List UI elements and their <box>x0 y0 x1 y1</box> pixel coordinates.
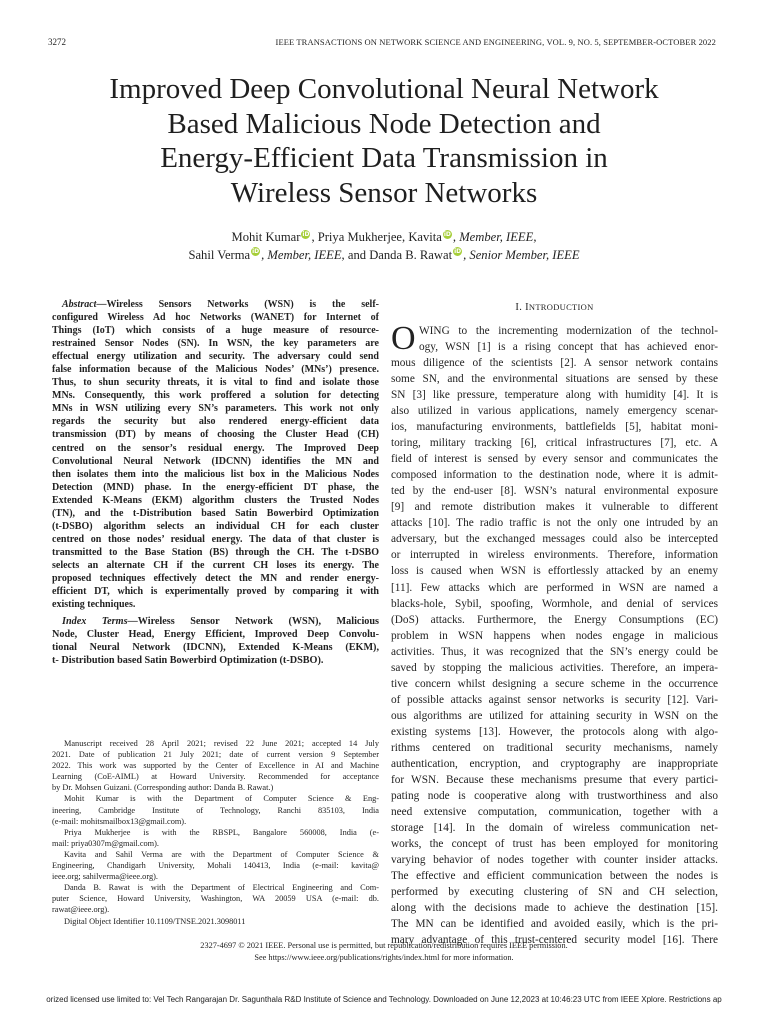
abstract-line: MNs in WSN utilizing every SN’s parameters. This work not only <box>52 403 379 415</box>
page-number: 3272 <box>48 37 66 47</box>
footnote-line: mail: priya0307m@gmail.com). <box>52 838 159 848</box>
body-line: activities. Thus, it was recognized that the SN’s energy could be <box>391 645 718 658</box>
right-column <box>391 298 718 948</box>
author-name: and Danda B. Rawat <box>344 247 453 262</box>
author-names: , Priya Mukherjee, Kavita <box>311 230 442 244</box>
footnote-line: ieee.org; sahilverma@ieee.org). <box>52 872 158 882</box>
body-line: storage [14]. In the domain of wireless communication net- <box>391 821 718 834</box>
abstract-line: Abstract—Wireless Sensors Networks (WSN) is the self- <box>62 299 379 310</box>
intro-opening <box>391 320 718 357</box>
paper-title <box>40 72 728 210</box>
author-membership: , Member, IEEE, <box>452 230 537 244</box>
body-line: need extensive computation, communication, together with a <box>391 805 718 818</box>
body-line: pating node is cooperative along with trustworthiness and also <box>391 789 718 802</box>
body-line: field of interest is sensed by every sensor and communicates the <box>391 453 718 466</box>
footnote-line: Kavita and Sahil Verma are with the Department of Computer Science & <box>64 849 379 859</box>
title-line: Wireless Sensor Networks <box>230 176 538 209</box>
body-line: for WSN. Because these mechanisms presume that every partici- <box>391 773 718 786</box>
abstract-line: then isolates them into the malicious list box in the Malicious Nodes <box>52 468 379 480</box>
footnote-line: Engineering, Chandigarh University, Mohali 140413, India (e-mail: kavita@ <box>52 861 379 871</box>
body-line: rithms centered on traditional security mechanisms, namely <box>391 741 718 754</box>
abstract-line: false information because of the Malicious Nodes’ (MNs’) presence. <box>52 364 379 376</box>
abstract-line: Thus, to shun security threats, it is vital to find and isolate those <box>52 377 379 389</box>
abstract-line: selects an alternate CH if the current CH loses its energy. The <box>52 559 379 571</box>
body-line: works, the concept of trust has been employed for monitoring <box>391 838 718 851</box>
body-line: The MN can be identified and avoided easily, which is the pri- <box>391 918 718 931</box>
orcid-icon[interactable]: iD <box>252 248 260 256</box>
index-terms-line: t- Distribution based Satin Bowerbird Optimization (t-DSBO). <box>52 655 324 667</box>
footnote-line: Manuscript received 28 April 2021; revised 22 June 2021; accepted 14 July <box>64 739 379 748</box>
footnote-line: by Dr. Mohsen Guizani. (Corresponding author: Danda B. Rawat.) <box>52 783 274 793</box>
footnote-line: 2021. Date of publication 21 July 2021; date of current version 9 September <box>52 750 379 760</box>
author-list <box>60 229 708 264</box>
index-terms-line: Index Terms—Wireless Sensor Network (WSN), Malicious <box>62 616 379 628</box>
author-membership: , Senior Member, IEEE <box>463 247 580 262</box>
author-name: Mohit Kumar <box>231 230 301 244</box>
orcid-icon[interactable]: iD <box>443 230 451 238</box>
body-line: loss is caused when WSN is effortlessly attacked by an enemy <box>391 565 718 578</box>
footnote-line: Learning (CoE-AIML) at Howard University. Recommended for acceptance <box>52 772 379 782</box>
orcid-icon[interactable]: iD <box>302 230 310 238</box>
footnotes <box>52 738 379 927</box>
abstract-line: proposed techniques effectively detect the MN and render energy- <box>52 572 379 584</box>
index-terms-line: Node, Cluster Head, Energy Efficient, Improved Deep Convolu- <box>52 629 379 641</box>
license-banner: orized licensed use limited to: Vel Tech Rangarajan Dr. Sagunthala R&D Institute of Science and Technology. Downloaded on June 12,2023 at 10:46:23 UTC from IEEE Xplore. Restrictions ap <box>46 995 722 1004</box>
footnote-line: Danda B. Rawat is with the Department of Electrical Engineering and Com- <box>64 883 379 893</box>
footnote-line: (e-mail: mohitsmailbox13@gmail.com). <box>52 816 187 826</box>
body-line: ios, manufacturing environments, battlefields [5], habitat moni- <box>391 421 718 434</box>
abstract-line: configured Wireless Ad hoc Networks (WANET) for Internet of <box>52 312 379 324</box>
body-line: ous algorithms are utilized for attaining security in WSN on the <box>391 709 718 722</box>
body-line: [11]. Few attacks which are performed in WSN are named a <box>391 581 718 594</box>
body-line: also utilized in various applications, namely emergency scenar- <box>391 405 718 418</box>
copyright-link-line[interactable]: See https://www.ieee.org/publications/rights/index.html for more information. <box>254 953 514 962</box>
copyright-line: 2327-4697 © 2021 IEEE. Personal use is permitted, but republication/redistribution requires IEEE permission. <box>200 941 568 950</box>
copyright-notice <box>52 940 716 964</box>
body-line: SN [3] like pressure, temperature along with humidity [4]. It is <box>391 389 718 402</box>
footnote-line: Mohit Kumar is with the Department of Computer Science & Eng- <box>64 794 379 804</box>
body-line: saved by stopping the malicious activities. Therefore, an impera- <box>391 661 718 674</box>
abstract-line: Extended K-Means (EKM) algorithm clusters the Trusted Nodes <box>52 494 379 506</box>
body-line: problem in WSN happens when nodes engage in malicious <box>391 629 718 642</box>
index-terms-line: tional Neural Network (IDCNN), Extended K-Means (EKM), <box>52 642 379 654</box>
body-line: some SN, and the environmental situations are sensed by these <box>391 373 718 386</box>
abstract-line: regards the security but also rendered energy-efficient data <box>52 416 379 428</box>
body-line: varying behavior of nodes together with counter insider attacks. <box>391 854 718 867</box>
body-line: of possible attacks against sensor networks is security [12]. Vari- <box>391 693 718 706</box>
abstract-line: Things (IoT) which consists of a huge measure of resource- <box>52 325 379 337</box>
section-heading: I. INTRODUCTION <box>515 302 594 313</box>
abstract-line: MNs. Consequently, this work proffered a solution for detecting <box>52 390 379 402</box>
left-column <box>52 298 379 667</box>
body-line: attacks [10]. The radio traffic is not the only one intruded by an <box>391 517 718 530</box>
orcid-icon[interactable]: iD <box>454 248 462 256</box>
author-membership: , Member, IEEE, <box>261 247 345 262</box>
abstract <box>52 298 379 611</box>
footnote-line: ineering, Cambridge Institute of Technology, Ranchi 835103, India <box>52 805 379 815</box>
abstract-label: Abstract <box>62 299 97 310</box>
abstract-line: Convolutional Neural Network (IDCNN) identifies the MN and <box>52 455 379 467</box>
abstract-line: efficient DT, which is experimentally proved by comparing it with <box>52 586 379 598</box>
body-line: toring, military tracking [6], critical infrastructures [7], etc. A <box>391 437 718 450</box>
footnote-line: 2022. This work was supported by the Center of Excellence in AI and Machine <box>52 761 379 771</box>
abstract-line: transmitted to the Base Station (BS) through the CH. The t-DSBO <box>52 546 379 558</box>
running-head: IEEE TRANSACTIONS ON NETWORK SCIENCE AND ENGINEERING, VOL. 9, NO. 5, SEPTEMBER-OCTOBER 2022 <box>275 37 716 47</box>
body-line: WING to the incrementing modernization of the technol- <box>419 325 718 337</box>
body-line: composed information to the destination node, where it is admit- <box>391 469 718 482</box>
abstract-line: centred on the sensor’s residual energy. The Improved Deep <box>52 442 379 454</box>
body-line: blacks-hole, Sybil, spoofing, Wormhole, and denial of services <box>391 597 718 610</box>
footnote-line: Priya Mukherjee is with the RBSPL, Bangalore 560008, India (e- <box>64 827 379 837</box>
abstract-line: restrained Sensor Nodes (SN). In WSN, the key parameters are <box>52 338 379 350</box>
title-line: Energy-Efficient Data Transmission in <box>160 142 608 174</box>
body-line: or interrupted in wireless environments. Therefore, information <box>391 549 718 562</box>
index-terms-label: Index Terms <box>62 616 128 628</box>
abstract-line: (TN), and the t-Distribution based Satin Bowerbird Optimization <box>52 507 379 519</box>
title-line: Improved Deep Convolutional Neural Network <box>109 73 659 105</box>
abstract-line: transmission (DT) by means of choosing the Cluster Head (CH) <box>52 429 379 441</box>
body-line: [9] and remote distribution makes it vulnerable to different <box>391 501 718 514</box>
title-line: Based Malicious Node Detection and <box>167 107 601 140</box>
body-line: mary advantage of this trust-centered security model [16]. There <box>391 934 718 947</box>
body-line: ted by the end-user [8]. WSN’s natural environmental exposure <box>391 485 718 498</box>
abstract-line: centred on those nodes’ residual energy. The data of that cluster is <box>52 533 379 545</box>
body-line: existing systems [13]. However, the protocols along with algo- <box>391 725 718 738</box>
footnote-line: rawat@ieee.org). <box>52 905 110 915</box>
index-terms <box>52 615 379 667</box>
body-line: (DoS) attacks. Furthermore, the Energy Consumptions (EC) <box>391 613 718 626</box>
author-line-1 <box>60 229 708 247</box>
dropcap: O <box>391 320 416 357</box>
abstract-line: (t-DSBO) algorithm selects an individual CH for each cluster <box>52 520 379 532</box>
body-line: mous diligence of the scientists [2]. A sensor network contains <box>391 357 718 370</box>
abstract-line: effectual energy utilization and security. The adversary could send <box>52 351 379 363</box>
footnote-line: puter Science, Howard University, Washington, WA 20059 USA (e-mail: db. <box>52 894 379 904</box>
abstract-line: Detection (MND) phase. In the energy-efficient DT phase, the <box>52 481 379 493</box>
body-line: The effective and efficient communication between the nodes is <box>391 870 718 883</box>
body-line: performed by executing clustering of SN and CH selection, <box>391 886 718 899</box>
author-line-2 <box>60 247 708 265</box>
body-line: ogy, WSN [1] is a rising concept that has achieved enor- <box>419 341 718 354</box>
body-line: along with the decisions made to achieve the destination [15]. <box>391 902 718 915</box>
body-line: authentication, encryption, and cryptography are inappropriate <box>391 757 718 770</box>
doi-line: Digital Object Identifier 10.1109/TNSE.2021.3098011 <box>64 916 246 926</box>
introduction-body <box>391 320 718 948</box>
body-line: adversary, but the exchanged messages could also be intercepted <box>391 533 718 546</box>
author-name: Sahil Verma <box>188 247 251 262</box>
abstract-line: existing techniques. <box>52 599 136 611</box>
body-line: tive concern whilst designing a secure scheme in the occurrence <box>391 677 718 690</box>
